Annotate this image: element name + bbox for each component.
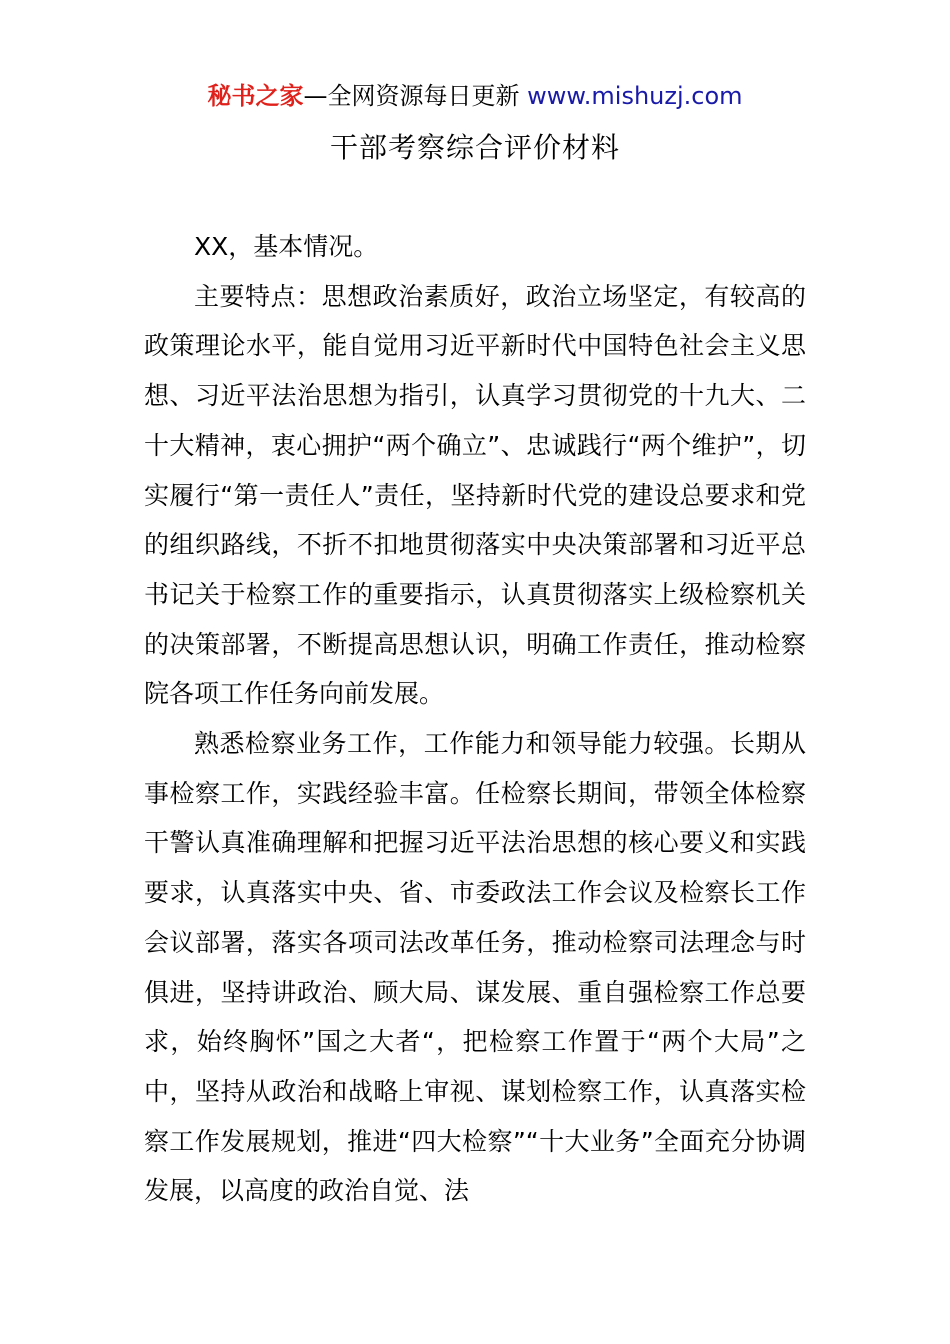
paragraph-main-features: 主要特点：思想政治素质好，政治立场坚定，有较高的政策理论水平，能自觉用习近平新时代中国特色社会主义思想、习近平法治思想为指引，认真学习贯彻党的十九大、二十大精神，衷心拥护“两个确立”、忠诚践行“两个维护”，切实履行“第一责任人”责任，坚持新时代党的建设总要求和党的组织路线，不折不扣地贯彻落实中央决策部署和习近平总书记关于检察工作的重要指示，认真贯彻落实上级检察机关的决策部署，不断提高思想认识，明确工作责任，推动检察院各项工作任务向前发展。 [144,281,806,709]
document-body [144,222,806,1216]
site-tagline: —全网资源每日更新 [303,82,528,110]
document-title: 干部考察综合评价材料 [329,131,620,164]
brand-name: 秘书之家 [207,82,304,110]
paragraph-basic-info: XX，基本情况。 [194,232,379,261]
site-url-link[interactable]: www.mishuzj.com [527,82,743,110]
site-header [0,80,950,112]
paragraph-work-ability: 熟悉检察业务工作，工作能力和领导能力较强。长期从事检察工作，实践经验丰富。任检察长期间，带领全体检察干警认真准确理解和把握习近平法治思想的核心要义和实践要求，认真落实中央、省、市委政法工作会议及检察长工作会议部署，落实各项司法改革任务，推动检察司法理念与时俱进，坚持讲政治、顾大局、谋发展、重自强检察工作总要求，始终胸怀”国之大者“，把检察工作置于“两个大局”之中，坚持从政治和战略上审视、谋划检察工作，认真落实检察工作发展规划，推进“四大检察”“十大业务”全面充分协调发展，以高度的政治自觉、法 [144,729,806,1206]
